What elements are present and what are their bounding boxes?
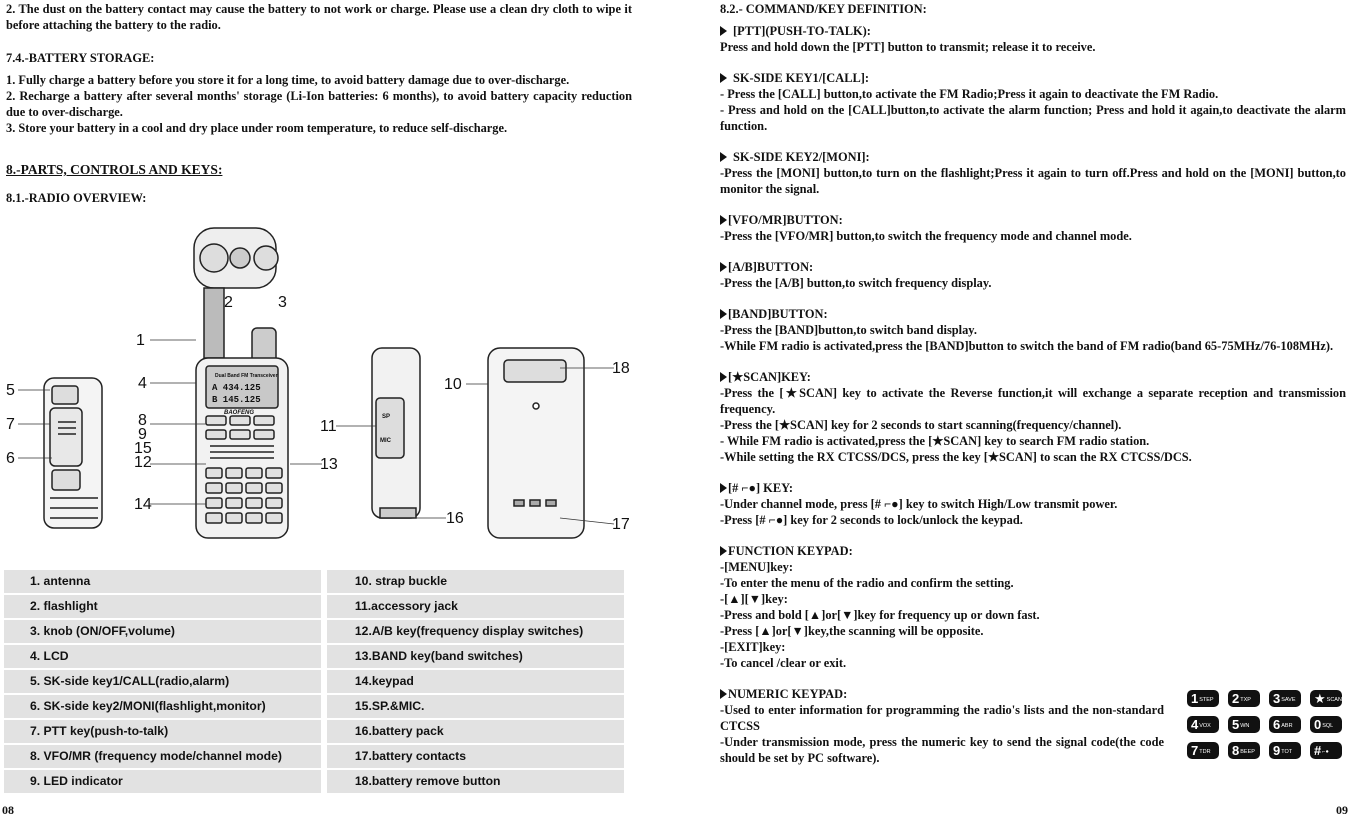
parts-row bbox=[4, 720, 630, 745]
part-item: 2. flashlight bbox=[4, 595, 321, 620]
keypad-key: 9TOT bbox=[1269, 742, 1301, 759]
key-block bbox=[720, 543, 1346, 671]
part-item: 17.battery contacts bbox=[327, 745, 624, 770]
triangle-bullet-icon bbox=[720, 215, 727, 225]
parts-row bbox=[4, 670, 630, 695]
key-title: SK-SIDE KEY1/[CALL]: bbox=[733, 71, 869, 85]
page-number-left: 08 bbox=[2, 803, 14, 817]
callout-3: 3 bbox=[278, 294, 287, 311]
part-item: 10. strap buckle bbox=[327, 570, 624, 595]
part-item: 14.keypad bbox=[327, 670, 624, 695]
radio-illustration bbox=[0, 218, 632, 548]
key-desc: -Press the [★SCAN] key to activate the Reverse function,it will exchange a separate reception and transmission frequency. bbox=[720, 386, 1346, 416]
lcd-line2: A 434.125 bbox=[212, 383, 261, 393]
part-item: 4. LCD bbox=[4, 645, 321, 670]
key-desc: Press and hold down the [PTT] button to transmit; release it to receive. bbox=[720, 40, 1096, 54]
callout-2: 2 bbox=[224, 294, 233, 311]
key-desc: -To enter the menu of the radio and confirm the setting. bbox=[720, 576, 1014, 590]
callout-5: 5 bbox=[6, 382, 15, 399]
part-item: 3. knob (ON/OFF,volume) bbox=[4, 620, 321, 645]
parts-row bbox=[4, 620, 630, 645]
triangle-bullet-icon bbox=[720, 483, 727, 493]
parts-row bbox=[4, 745, 630, 770]
storage-item: 3. Store your battery in a cool and dry place under room temperature, to reduce self-discharge. bbox=[6, 121, 508, 135]
key-desc: -While FM radio is activated,press the [BAND]button to switch the band of FM radio(band 65-75MHz/76-108MHz). bbox=[720, 339, 1334, 353]
key-desc: -Press the [A/B] button,to switch frequency display. bbox=[720, 276, 992, 290]
triangle-bullet-icon bbox=[720, 26, 727, 36]
brand-logo: BAOFENG bbox=[224, 410, 254, 416]
key-block bbox=[720, 23, 1346, 55]
key-desc: - Press and hold on the [CALL]button,to activate the alarm function; Press and hold it again,to deactivate the alarm function. bbox=[720, 103, 1346, 133]
keypad-key: 7TDR bbox=[1187, 742, 1219, 759]
keypad-key: #⌐● bbox=[1310, 742, 1342, 759]
command-key-heading: 8.2.- COMMAND/KEY DEFINITION: bbox=[720, 2, 927, 16]
keypad-key: 4VOX bbox=[1187, 716, 1219, 733]
key-block bbox=[720, 306, 1346, 354]
battery-contact-note: 2. The dust on the battery contact may cause the battery to not work or charge. Please use a clean dry cloth to wipe it before attaching the battery to the radio. bbox=[6, 2, 632, 32]
key-title: FUNCTION KEYPAD: bbox=[728, 544, 853, 558]
callout-6: 6 bbox=[6, 450, 15, 467]
callout-12: 12 bbox=[134, 454, 152, 471]
parts-row bbox=[4, 770, 630, 795]
part-item: 8. VFO/MR (frequency mode/channel mode) bbox=[4, 745, 321, 770]
section-title-text: 8.-PARTS, CONTROLS AND KEYS bbox=[6, 162, 218, 177]
back-radio bbox=[488, 348, 584, 538]
key-block bbox=[720, 70, 1346, 134]
callout-11: 11 bbox=[320, 418, 337, 435]
key-desc: -Press the [MONI] button,to turn on the flashlight;Press it again to turn off.Press and hold on the [MONI] button,to monitor the signal. bbox=[720, 166, 1346, 196]
key-title: [PTT](PUSH-TO-TALK): bbox=[733, 24, 871, 38]
keypad-key: ★SCAN bbox=[1310, 690, 1342, 707]
page-number-right: 09 bbox=[1336, 803, 1348, 817]
keypad-key: 8BEEP bbox=[1228, 742, 1260, 759]
key-desc: -Press [▲]or[▼]key,the scanning will be opposite. bbox=[720, 624, 984, 638]
triangle-bullet-icon bbox=[720, 689, 727, 699]
key-title: NUMERIC KEYPAD: bbox=[728, 687, 848, 701]
part-item: 11.accessory jack bbox=[327, 595, 624, 620]
key-desc: -To cancel /clear or exit. bbox=[720, 656, 847, 670]
key-desc: -[EXIT]key: bbox=[720, 640, 786, 654]
part-item: 6. SK-side key2/MONI(flashlight,monitor) bbox=[4, 695, 321, 720]
part-item: 9. LED indicator bbox=[4, 770, 321, 795]
battery-storage-heading: 7.4.-BATTERY STORAGE: bbox=[6, 51, 155, 65]
key-title: [BAND]BUTTON: bbox=[728, 307, 828, 321]
callout-1: 1 bbox=[136, 332, 145, 349]
part-item: 12.A/B key(frequency display switches) bbox=[327, 620, 624, 645]
part-item: 1. antenna bbox=[4, 570, 321, 595]
key-desc: -Press and bold [▲]or[▼]key for frequency up or down fast. bbox=[720, 608, 1040, 622]
key-block bbox=[720, 369, 1346, 465]
mic-label: MIC bbox=[380, 438, 391, 444]
parts-list bbox=[4, 570, 630, 795]
key-desc: -While setting the RX CTCSS/DCS, press the key [★SCAN] to scan the RX CTCSS/DCS. bbox=[720, 450, 1192, 464]
part-item: 7. PTT key(push-to-talk) bbox=[4, 720, 321, 745]
triangle-bullet-icon bbox=[720, 372, 727, 382]
key-desc: -Press the [VFO/MR] button,to switch the frequency mode and channel mode. bbox=[720, 229, 1132, 243]
triangle-bullet-icon bbox=[720, 73, 727, 83]
key-block bbox=[720, 480, 1346, 528]
key-desc: -Press [# ⌐●] key for 2 seconds to lock/unlock the keypad. bbox=[720, 513, 1023, 527]
key-desc: -Under channel mode, press [# ⌐●] key to switch High/Low transmit power. bbox=[720, 497, 1118, 511]
key-definitions bbox=[720, 23, 1346, 766]
right-page bbox=[720, 0, 1346, 766]
callout-15: 15 bbox=[134, 440, 152, 457]
callout-14: 14 bbox=[134, 496, 152, 513]
key-desc: -Under transmission mode, press the numeric key to send the signal code(the code should be set by PC software). bbox=[720, 735, 1164, 765]
storage-item: 1. Fully charge a battery before you store it for a long time, to avoid battery damage due to over-discharge. bbox=[6, 73, 570, 87]
left-side-radio bbox=[44, 378, 102, 528]
key-title: [★SCAN]KEY: bbox=[728, 370, 811, 384]
callout-18: 18 bbox=[612, 360, 630, 377]
keypad-key: 3SAVE bbox=[1269, 690, 1301, 707]
triangle-bullet-icon bbox=[720, 152, 727, 162]
key-desc: -Used to enter information for programming the radio's lists and the non-standard CTCSS bbox=[720, 703, 1164, 733]
key-desc: -Press the [★SCAN] key for 2 seconds to start scanning(frequency/channel). bbox=[720, 418, 1122, 432]
keypad-key: 6ABR bbox=[1269, 716, 1301, 733]
left-page bbox=[6, 0, 632, 206]
keypad-key: 5WN bbox=[1228, 716, 1260, 733]
callout-9: 9 bbox=[138, 426, 147, 443]
storage-item: 2. Recharge a battery after several months' storage (Li-Ion batteries: 6 months), to avoid battery capacity reduction due to over-discharge. bbox=[6, 89, 632, 119]
callout-10: 10 bbox=[444, 376, 462, 393]
callout-16: 16 bbox=[446, 510, 464, 527]
parts-row bbox=[4, 695, 630, 720]
lcd-line1: Dual Band FM Transceiver bbox=[215, 373, 278, 379]
radio-overview-heading: 8.1.-RADIO OVERVIEW: bbox=[6, 191, 147, 205]
section-title-colon: : bbox=[217, 162, 223, 177]
parts-row bbox=[4, 570, 630, 595]
key-desc: -Press the [BAND]button,to switch band display. bbox=[720, 323, 977, 337]
part-item: 5. SK-side key1/CALL(radio,alarm) bbox=[4, 670, 321, 695]
part-item: 15.SP.&MIC. bbox=[327, 695, 624, 720]
keypad-key: 1STEP bbox=[1187, 690, 1219, 707]
callout-4: 4 bbox=[138, 375, 147, 392]
radio-overview-figure bbox=[0, 218, 630, 548]
sp-label: SP bbox=[382, 414, 391, 420]
key-block bbox=[720, 149, 1346, 197]
key-title: [# ⌐●] KEY: bbox=[728, 481, 794, 495]
lcd-line3: B 145.125 bbox=[212, 395, 261, 405]
key-block bbox=[720, 259, 1346, 291]
triangle-bullet-icon bbox=[720, 546, 727, 556]
right-side-radio bbox=[372, 348, 420, 518]
triangle-bullet-icon bbox=[720, 309, 727, 319]
part-item: 18.battery remove button bbox=[327, 770, 624, 795]
callout-7: 7 bbox=[6, 416, 15, 433]
key-block bbox=[720, 686, 1164, 766]
section-title bbox=[6, 162, 632, 178]
key-desc: -[▲][▼]key: bbox=[720, 592, 788, 606]
key-title: SK-SIDE KEY2/[MONI]: bbox=[733, 150, 870, 164]
part-item: 13.BAND key(band switches) bbox=[327, 645, 624, 670]
key-desc: - While FM radio is activated,press the [★SCAN] key to search FM radio station. bbox=[720, 434, 1150, 448]
key-desc: -[MENU]key: bbox=[720, 560, 793, 574]
key-title: [VFO/MR]BUTTON: bbox=[728, 213, 843, 227]
key-block bbox=[720, 212, 1346, 244]
part-item: 16.battery pack bbox=[327, 720, 624, 745]
callout-13: 13 bbox=[320, 456, 338, 473]
key-desc: - Press the [CALL] button,to activate the FM Radio;Press it again to deactivate the FM Radio. bbox=[720, 87, 1219, 101]
callout-8: 8 bbox=[138, 412, 147, 429]
key-title: [A/B]BUTTON: bbox=[728, 260, 814, 274]
triangle-bullet-icon bbox=[720, 262, 727, 272]
keypad-key: 2TXP bbox=[1228, 690, 1260, 707]
keypad-key: 0SQL bbox=[1310, 716, 1342, 733]
parts-row bbox=[4, 595, 630, 620]
callout-17: 17 bbox=[612, 516, 630, 533]
parts-row bbox=[4, 645, 630, 670]
